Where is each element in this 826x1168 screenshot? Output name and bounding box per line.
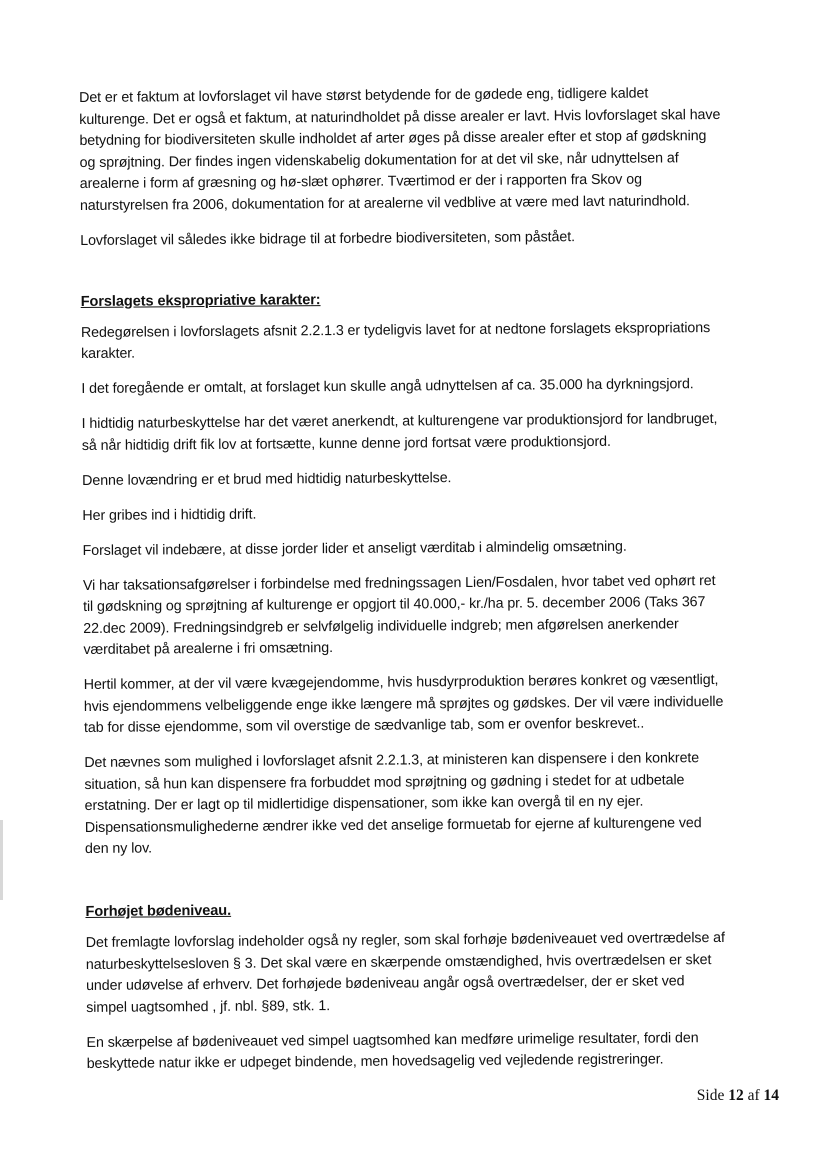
- section2-paragraph-1: Det fremlagte lovforslag indeholder også ny regler, som skal forhøje bødeniveauet ved overtrædelse af naturbeskyttelsesloven § 3. Det skal være en skærpende omstændighed, hvis overtrædelsen er sket under udøvelse af erhverv. Det forhøjede bødeniveau angår også overtrædelser, der er sket ved simpel uagtsomhed , jf. nbl. §89, stk. 1.: [85, 929, 725, 1016]
- section2-paragraph-2: En skærpelse af bødeniveauet ved simpel uagtsomhed kan medføre urimelige resultater, fordi den beskyttede natur ikke er udpeget bindende, men hovedsagelig ved vejledende registreringer.: [86, 1029, 699, 1072]
- page-number-of-label: af: [747, 1087, 760, 1104]
- section1-paragraph-9: Det nævnes som mulighed i lovforslaget afsnit 2.2.1.3, at ministeren kan dispensere i den konkrete situation, så hun kan dispensere fra forbuddet mod sprøjtning og gødning i stedet for at udbetale erstatning. Der er lagt op til midlertidige dispensationer, som ikke kan overgå til en ny ejer. Dispensationsmulighederne ændrer ikke ved det anselige formuetab for ejerne af kulturengene ved den ny lov.: [84, 750, 702, 857]
- section1-paragraph-5: Her gribes ind i hidtidig drift.: [82, 506, 257, 524]
- document-body: [79, 82, 792, 1089]
- section-heading-fine-level: Forhøjet bødeniveau.: [85, 902, 232, 920]
- section1-paragraph-1: Redegørelsen i lovforslagets afsnit 2.2.1.3 er tydeligvis lavet for at nedtone forslagets ekspropriations karakter.: [80, 319, 711, 362]
- section1-paragraph-4: Denne lovændring er et brud med hidtidig naturbeskyttelse.: [82, 469, 452, 489]
- section1-paragraph-8: Hertil kommer, at der vil være kvægejendomme, hvis husdyrproduktion berøres konkret og væsentligt, hvis ejendommens velbeliggende enge ikke længere må sprøjtes og gødskes. Der vil være individuelle tab for disse ejendomme, som vil overstige de sædvanlige tab, som er ovenfor beskrevet..: [83, 671, 724, 736]
- scan-edge-mark: [0, 820, 3, 900]
- page-number-current: 12: [728, 1087, 744, 1104]
- section-heading-expropriation: Forslagets ekspropriative karakter:: [80, 291, 321, 310]
- intro-paragraph-2: Lovforslaget vil således ikke bidrage til at forbedre biodiversiteten, som påstået.: [80, 228, 575, 249]
- intro-paragraph-1: Det er et faktum at lovforslaget vil have størst betydende for de gødede eng, tidligere kaldet kulturenge. Det er også et faktum, at naturindholdet på disse arealer er lavt. Hvis lovforslaget skal have betydning for biodiversiteten skulle indholdet af arter øges på disse arealer efter et stop af gødskning og sprøjtning. Der findes ingen videnskabelig dokumentation for at det vil ske, når udnyttelsen af arealerne i form af græsning og hø-slæt ophører. Tværtimod er der i rapporten fra Skov og naturstyrelsen fra 2006, dokumentation for at arealerne vil vedblive at være med lavt naturindhold.: [79, 85, 721, 214]
- page-number-side-label: Side: [696, 1087, 725, 1104]
- section1-paragraph-3: I hidtidig naturbeskyttelse har det været anerkendt, at kulturengene var produktionsjord for landbruget, så når hidtidig drift fik lov at fortsætte, kunne denne jord fortsat være produktionsjord.: [81, 410, 718, 454]
- section1-paragraph-6: Forslaget vil indebære, at disse jorder lider et anseligt værditab i almindelig omsætning.: [82, 538, 627, 559]
- page-number: [697, 1087, 779, 1105]
- section1-paragraph-2: I det foregående er omtalt, at forslaget kun skulle angå udnyttelsen af ca. 35.000 ha dyrkningsjord.: [81, 376, 694, 397]
- section1-paragraph-7: Vi har taksationsafgørelser i forbindelse med fredningssagen Lien/Fosdalen, hvor tabet ved ophørt ret til gødskning og sprøjtning af kulturenge er opgjort til 40.000,- kr./ha pr. 5. december 2006 (Taks 367 22.dec 2009). Fredningsindgreb er selvfølgelig individuelle indgreb; men afgørelsen anerkender værditabet på arealerne i fri omsætning.: [82, 572, 716, 658]
- page-number-total: 14: [763, 1087, 779, 1104]
